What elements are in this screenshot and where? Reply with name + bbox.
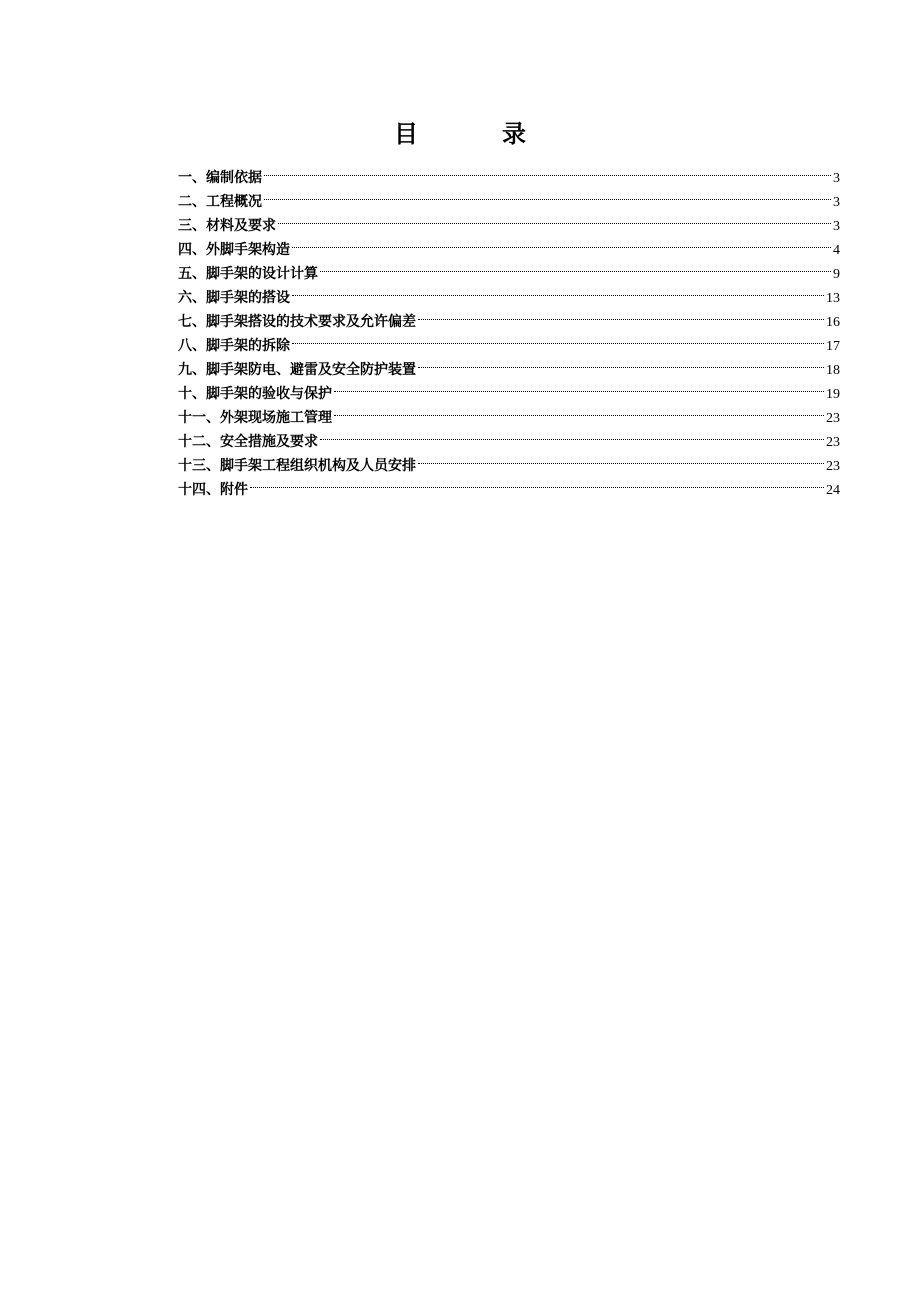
toc-entry-page: 3 <box>833 219 840 234</box>
toc-entry-page: 23 <box>826 435 840 450</box>
toc-entry-label: 一、编制依据 <box>178 170 262 186</box>
toc-entry-leader <box>320 422 824 446</box>
toc-entry-page: 23 <box>826 411 840 426</box>
toc-entry-label: 三、材料及要求 <box>178 218 276 234</box>
toc-entry-page: 24 <box>826 483 840 498</box>
toc-title <box>0 118 920 150</box>
toc-entry[interactable] <box>178 230 840 258</box>
toc-entry[interactable] <box>178 470 840 498</box>
toc-entry-label: 九、脚手架防电、避雷及安全防护装置 <box>178 362 416 378</box>
toc-entry-leader <box>334 374 824 398</box>
toc-entry-label: 十四、附件 <box>178 482 248 498</box>
toc-entry-page: 13 <box>826 291 840 306</box>
toc-entry-leader <box>292 230 831 254</box>
toc-entry-label: 七、脚手架搭设的技术要求及允许偏差 <box>178 314 416 330</box>
toc-entry-label: 四、外脚手架构造 <box>178 242 290 258</box>
toc-entry-page: 4 <box>833 243 840 258</box>
toc-entry-label: 五、脚手架的设计计算 <box>178 266 318 282</box>
toc-entry-leader <box>292 326 824 350</box>
toc-entry-page: 18 <box>826 363 840 378</box>
toc-entry-label: 十、脚手架的验收与保护 <box>178 386 332 402</box>
toc-entry-page: 17 <box>826 339 840 354</box>
toc-entry-leader <box>418 350 824 374</box>
toc-entry-page: 3 <box>833 195 840 210</box>
toc-entry[interactable] <box>178 158 840 186</box>
toc-entry-leader <box>278 206 831 230</box>
toc-title-char-1: 目 <box>394 119 418 148</box>
toc-entry-label: 十一、外架现场施工管理 <box>178 410 332 426</box>
toc-entry-label: 六、脚手架的搭设 <box>178 290 290 306</box>
toc-list <box>178 158 840 498</box>
toc-entry[interactable] <box>178 182 840 210</box>
toc-entry-leader <box>334 398 824 422</box>
toc-entry-page: 23 <box>826 459 840 474</box>
toc-entry-label: 十二、安全措施及要求 <box>178 434 318 450</box>
toc-entry-label: 八、脚手架的拆除 <box>178 338 290 354</box>
toc-entry-leader <box>250 470 824 494</box>
toc-entry-page: 3 <box>833 171 840 186</box>
toc-entry-leader <box>264 158 831 182</box>
toc-entry-leader <box>418 446 824 470</box>
toc-entry-leader <box>320 254 831 278</box>
toc-entry-label: 十三、脚手架工程组织机构及人员安排 <box>178 458 416 474</box>
toc-entry-page: 19 <box>826 387 840 402</box>
toc-title-char-2: 录 <box>502 119 526 148</box>
toc-entry[interactable] <box>178 206 840 234</box>
toc-entry-page: 9 <box>833 267 840 282</box>
toc-entry-leader <box>292 278 824 302</box>
toc-entry-leader <box>264 182 831 206</box>
toc-entry-page: 16 <box>826 315 840 330</box>
toc-entry-leader <box>418 302 824 326</box>
toc-entry-label: 二、工程概况 <box>178 194 262 210</box>
